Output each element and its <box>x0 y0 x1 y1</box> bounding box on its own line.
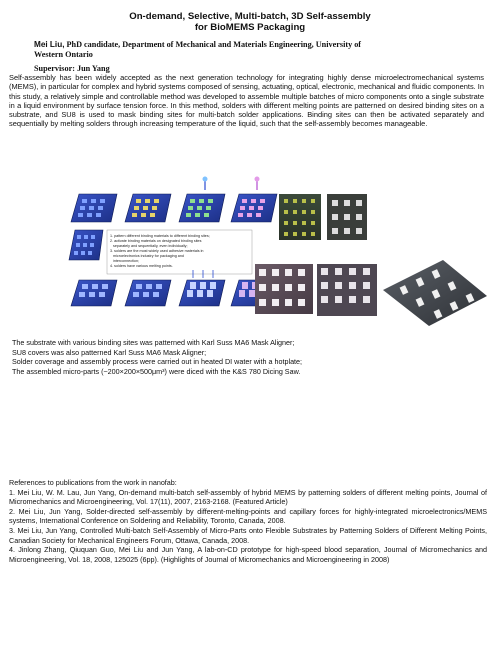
step-3-cont-2: interconnection; <box>113 259 140 263</box>
figure-caption <box>12 338 482 377</box>
abstract-paragraph: Self-assembly has been widely accepted as the next generation technology for integrating highly dense microelectromechanical systems (MEMS), in particular for complex and hybrid systems composed of sensing, actuating, optical, electronic, mechanical and fluidic components. In this study, a relatively simple and controllable method was developed to assemble multiple batches of micro components onto a single substrate in a liquid environment by surface tension force. In this method, solders with different melting points are patterned on desired binding sites on a substrate, and SU8 is used to mask binding sites for multi-batch solder applications. Binding sites can then be activated separately and sequentially by melting solders through increasing temperature of the liquid, such that the self-assembly becomes manageable. <box>9 73 484 129</box>
substrate-diagram-row-2 <box>71 270 277 306</box>
title-line-2: for BioMEMS Packaging <box>194 22 306 33</box>
reference-item: 1. Mei Liu, W. M. Lau, Jun Yang, On-demand multi-batch self-assembly of hybrid MEMS by patterning solders of different melting points, Journal of Micromechanics and Microengineering, Vol. 17(11), 2007, 2163-2168. (Featured Article) <box>9 487 487 507</box>
supervisor: Supervisor: Jun Yang <box>34 64 110 73</box>
document-title <box>60 11 440 33</box>
reference-item: 3. Mei Liu, Jun Yang, Controlled Multi-batch Self-Assembly of Micro-Parts onto Flexible Substrates by Patterning Solders of Different Melting Points, Canadian Society for Mechanical Engineers Forum, Ottawa, Canada, 2008. <box>9 525 487 545</box>
micrograph-assembled-array <box>255 264 313 314</box>
step-2: 2. activate binding materials on designated binding sites <box>110 239 202 243</box>
reference-item: 4. Jinlong Zhang, Qiuquan Guo, Mei Liu and Jun Yang, A lab-on-CD prototype for high-speed blood separation, Journal of Micromechanics and Microengineering, Vol. 18, 2008, 125025 (6pp). (Highlights of Journal of Micromechanics and Microengineering in 2008) <box>9 545 487 564</box>
micrograph-multi-batch <box>317 264 377 316</box>
substrate-diagram-middle <box>69 230 103 260</box>
step-4: 4. solders have various melting points. <box>110 264 173 268</box>
references-heading: References to publications from the work in nanofab: <box>9 478 177 487</box>
author-affiliation-line-2: Western Ontario <box>34 50 93 59</box>
substrate-diagram-row-1 <box>71 177 277 223</box>
author-block <box>34 40 434 60</box>
author-name: Mei Liu, <box>34 40 65 49</box>
step-3-cont: microelectronics industry for packaging and <box>113 254 184 258</box>
step-3: 3. solders are the most widely used adhesive materials in <box>110 249 204 253</box>
micrograph-solder-pads <box>327 194 367 240</box>
step-1: 1. pattern different binding materials to different binding sites; <box>110 234 210 238</box>
author-affiliation: PhD candidate, Department of Mechanical and Materials Engineering, University of <box>64 40 362 49</box>
step-2-cont: separately and sequentially, even individually; <box>113 244 188 248</box>
caption-line-3: Solder coverage and assembly process were carried out in heated DI water with a hotplate; <box>12 357 303 367</box>
micrograph-binding-sites <box>279 194 321 240</box>
title-line-1: On-demand, Selective, Multi-batch, 3D Self-assembly <box>129 11 371 22</box>
process-steps-box <box>107 230 252 274</box>
caption-line-2: SU8 covers was also patterned Karl Suss MA6 Mask Aligner; <box>12 347 207 357</box>
self-assembly-figure <box>65 172 490 332</box>
caption-line-1: The substrate with various binding sites was patterned with Karl Suss MA6 Mask Aligner; <box>12 338 295 347</box>
micrograph-3d-parts-tilted <box>383 260 487 326</box>
reference-item: 2. Mei Liu, Jun Yang, Solder-directed self-assembly by different-melting-points and capillary forces for highly-integrated microelectronics/MEMS systems, International Conference on Soldering and Reliability, Toronto, Canada, 2008. <box>9 506 487 526</box>
references-section <box>9 478 487 564</box>
caption-line-4: The assembled micro-parts (~200×200×500μm³) were diced with the K&S 780 Dicing Saw. <box>12 367 301 377</box>
